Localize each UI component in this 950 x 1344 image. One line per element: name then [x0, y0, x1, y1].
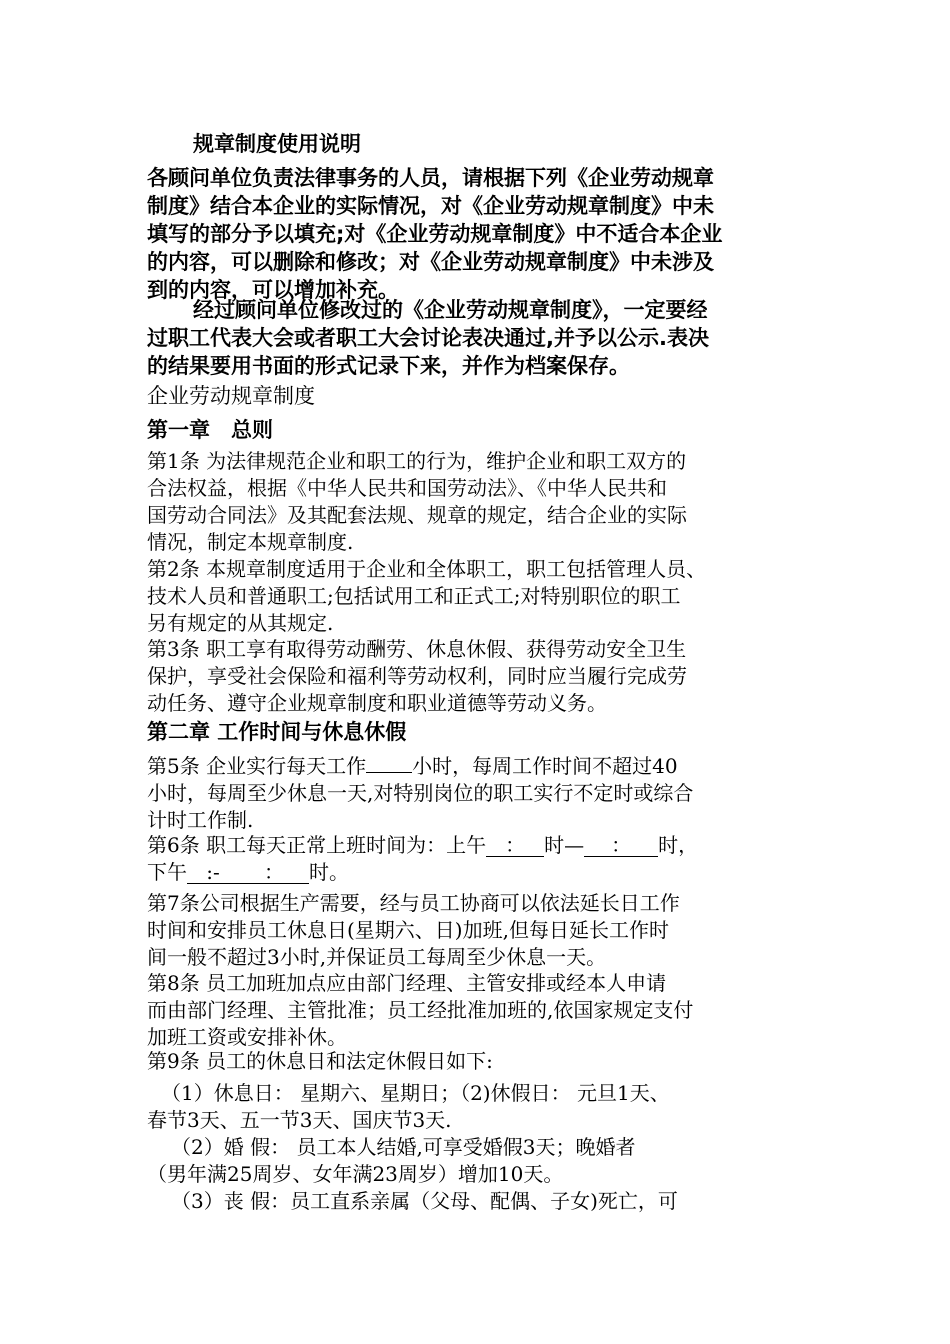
usage-notes-title-text: 规章制度使用说明	[193, 132, 361, 156]
text-line: 第3条 职工享有取得劳动酬劳、休息休假、获得劳动安全卫生	[147, 637, 687, 661]
article-5-text: 第5条 企业实行每天工作	[147, 754, 367, 778]
text-line: 计时工作制.	[147, 808, 254, 832]
usage-notes-paragraph-2	[147, 296, 827, 380]
text-line: 第7条公司根据生产需要，经与员工协商可以依法延长日工作	[147, 891, 680, 915]
text-line: 加班工资或安排补休。	[147, 1025, 347, 1049]
document-title	[147, 382, 827, 410]
text-line	[147, 832, 827, 859]
text-line: 第2条 本规章制度适用于企业和全体职工，职工包括管理人员、	[147, 557, 707, 581]
text-line: 而由部门经理、主管批准；员工经批准加班的,依国家规定支付	[147, 998, 694, 1022]
usage-notes-paragraph-1	[147, 164, 827, 304]
article-1	[147, 448, 827, 556]
article-5-text: 小时，每周工作时间不超过40	[412, 754, 678, 778]
chapter-1-heading	[147, 416, 827, 444]
text-line: 春节3天、五一节3天、国庆节3天.	[147, 1108, 452, 1132]
morning-start-blank[interactable]	[486, 834, 544, 857]
text-line: 时间和安排员工休息日(星期六、日)加班,但每日延长工作时	[147, 918, 669, 942]
hours-per-day-blank[interactable]	[366, 750, 412, 773]
text-line	[147, 859, 827, 886]
text-line: 各顾问单位负责法律事务的人员，请根据下列《企业劳动规章	[147, 166, 714, 190]
chapter-1-title: 第一章 总则	[147, 418, 273, 442]
text-line: 到的内容，可以增加补充。	[147, 278, 399, 302]
text-line: 制度》结合本企业的实际情况，对《企业劳动规章制度》中未	[147, 194, 714, 218]
text-line: 第8条 员工加班加点应由部门经理、主管安排或经本人申请	[147, 971, 667, 995]
text-line: （1）休息日： 星期六、星期日；（2)休假日： 元旦1天、	[161, 1081, 670, 1105]
text-line	[147, 750, 827, 780]
text-line: 保护，享受社会保险和福利等劳动权利，同时应当履行完成劳	[147, 664, 687, 688]
text-line: 间一般不超过3小时,并保证员工每周至少休息一天。	[147, 945, 607, 969]
text-line: 的结果要用书面的形式记录下来，并作为档案保存。	[147, 354, 630, 378]
article-6-text: 时—	[544, 833, 585, 857]
chapter-2-title: 第二章 工作时间与休息休假	[147, 720, 407, 744]
afternoon-end-blank[interactable]	[239, 861, 309, 884]
text-line: （男年满25周岁、女年满23周岁）增加10天。	[147, 1162, 564, 1186]
article-9	[147, 1048, 827, 1215]
article-3	[147, 636, 827, 717]
text-line: 动任务、遵守企业规章制度和职业道德等劳动义务。	[147, 691, 607, 715]
article-6-text: 第6条 职工每天正常上班时间为：上午	[147, 833, 487, 857]
text-line: （3）丧 假：员工直系亲属（父母、配偶、子女)死亡，可	[171, 1189, 678, 1213]
morning-end-blank[interactable]	[584, 834, 658, 857]
usage-notes-title	[147, 130, 827, 158]
article-6-text: 时，	[658, 833, 699, 857]
afternoon-start-blank[interactable]	[187, 861, 239, 884]
article-2	[147, 556, 827, 637]
text-line: 过职工代表大会或者职工大会讨论表决通过,并予以公示.表决	[147, 326, 709, 350]
blank-colon: ：	[611, 833, 632, 857]
chapter-2-heading	[147, 718, 827, 746]
article-5	[147, 750, 827, 834]
blank-colon: ：	[264, 860, 284, 884]
text-line: 技术人员和普通职工;包括试用工和正式工;对特别职位的职工	[147, 584, 681, 608]
text-line: （2）婚 假： 员工本人结婚,可享受婚假3天；晚婚者	[171, 1135, 636, 1159]
text-line: 小时，每周至少休息一天,对特别岗位的职工实行不定时或综合	[147, 781, 694, 805]
text-line: 国劳动合同法》及其配套法规、规章的规定，结合企业的实际	[147, 503, 687, 527]
text-line: 另有规定的从其规定.	[147, 611, 334, 635]
article-6	[147, 832, 827, 886]
text-line: 的内容，可以删除和修改；对《企业劳动规章制度》中未涉及	[147, 250, 714, 274]
text-line: 情况，制定本规章制度.	[147, 530, 354, 554]
text-line: 经过顾问单位修改过的《企业劳动规章制度》，一定要经	[193, 298, 708, 322]
article-6-text: 时。	[309, 860, 349, 884]
blank-colon: ：	[505, 833, 526, 857]
document-title-text: 企业劳动规章制度	[147, 384, 315, 408]
article-7	[147, 890, 827, 971]
text-line: 合法权益，根据《中华人民共和国劳动法》、《中华人民共和	[147, 476, 667, 500]
text-line: 填写的部分予以填充;对《企业劳动规章制度》中不适合本企业	[147, 222, 723, 246]
text-line: 第9条 员工的休息日和法定休假日如下:	[147, 1049, 493, 1073]
blank-dash: :-	[206, 860, 220, 884]
article-8	[147, 970, 827, 1051]
article-6-text: 下午	[147, 860, 187, 884]
text-line: 第1条 为法律规范企业和职工的行为，维护企业和职工双方的	[147, 449, 687, 473]
